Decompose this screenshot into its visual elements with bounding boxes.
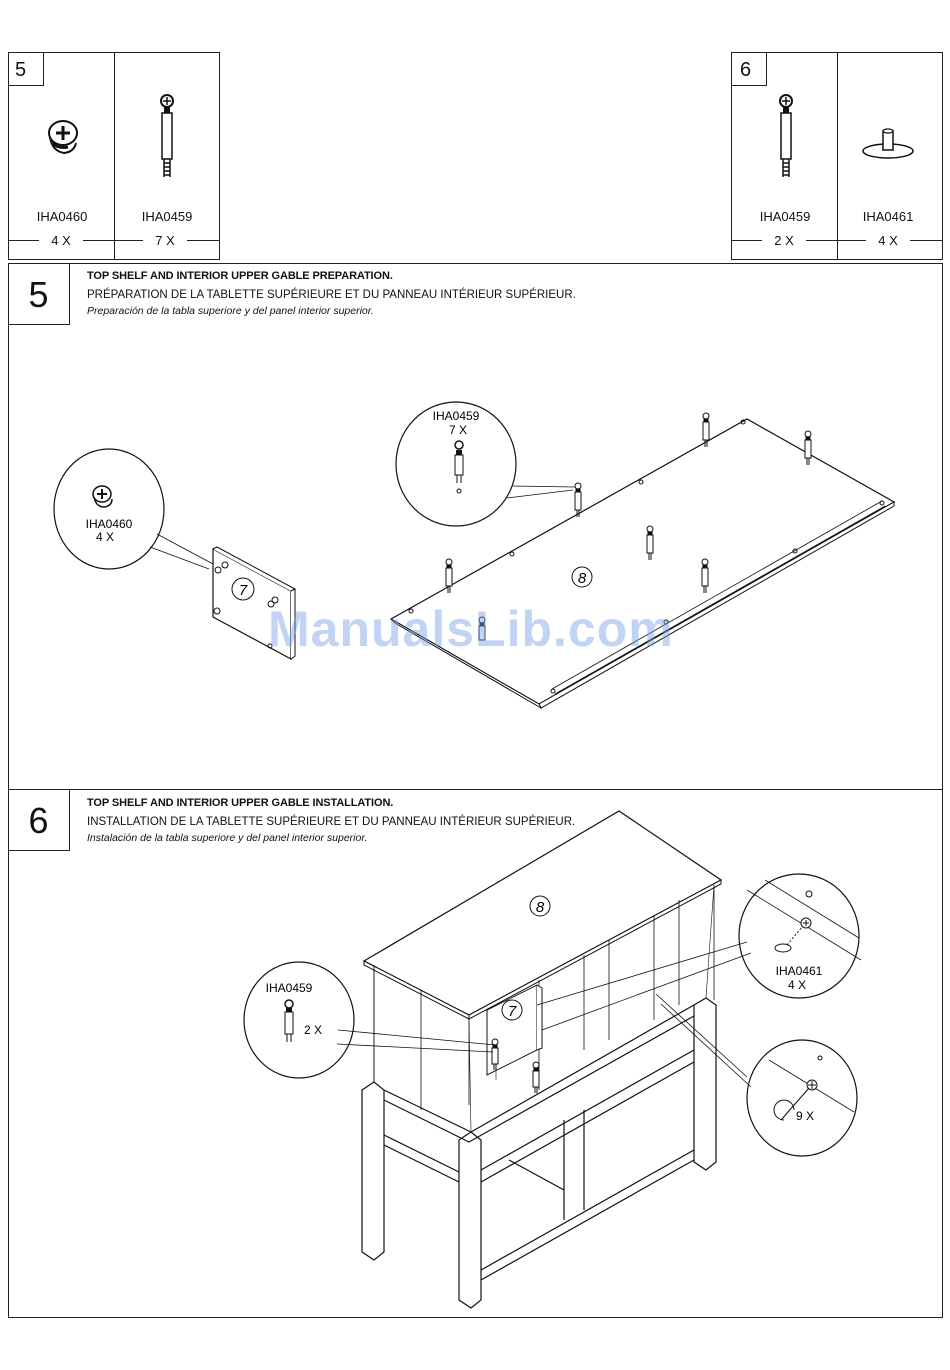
step6-panel bbox=[8, 789, 943, 1318]
cam-bolt-icon bbox=[155, 93, 179, 183]
parts-box-step5 bbox=[8, 52, 220, 260]
cam-lock-icon bbox=[43, 115, 83, 159]
bolt-callout-code: IHA0459 bbox=[432, 409, 480, 423]
watermark: ManualsLib.com bbox=[268, 601, 674, 657]
parts-step-number-box bbox=[9, 53, 44, 86]
step6-title-en: TOP SHELF AND INTERIOR UPPER GABLE INSTALLATION. bbox=[87, 797, 394, 809]
shelf-label: 8 bbox=[577, 570, 587, 587]
step5-illustration bbox=[9, 264, 944, 789]
part-qty-1: 4 X bbox=[39, 233, 83, 248]
pin-callout-code: IHA0461 bbox=[775, 964, 823, 978]
step6-title-fr: INSTALLATION DE LA TABLETTE SUPÉRIEURE ET DU PANNEAU INTÉRIEUR SUPÉRIEUR. bbox=[87, 816, 576, 828]
turn-callout-qty: 9 X bbox=[795, 1109, 815, 1123]
step5-panel bbox=[8, 263, 943, 790]
shelf-label: 8 bbox=[535, 899, 545, 916]
step6-number: 6 bbox=[8, 789, 70, 851]
bolt-callout-code: IHA0459 bbox=[265, 981, 313, 995]
step5-title-fr: PRÉPARATION DE LA TABLETTE SUPÉRIEURE ET DU PANNEAU INTÉRIEUR SUPÉRIEUR. bbox=[87, 289, 576, 301]
pin-callout-qty: 4 X bbox=[787, 978, 807, 992]
part-qty-2: 7 X bbox=[143, 233, 187, 248]
step6-illustration bbox=[9, 790, 944, 1317]
part-code-2: IHA0459 bbox=[141, 209, 193, 224]
step5-number: 5 bbox=[8, 263, 70, 325]
cam-turn-callout bbox=[656, 994, 857, 1156]
parts-step-number: 6 bbox=[740, 59, 752, 81]
part-qty-1: 2 X bbox=[762, 233, 806, 248]
step5-title-en: TOP SHELF AND INTERIOR UPPER GABLE PREPARATION. bbox=[87, 270, 393, 282]
bolt-callout-qty: 7 X bbox=[448, 423, 468, 437]
step5-title-es: Preparación de la tabla superiore y del panel interior superior. bbox=[87, 305, 374, 317]
parts-box-step6 bbox=[731, 52, 943, 260]
part-code-2: IHA0461 bbox=[862, 209, 914, 224]
gable-label: 7 bbox=[507, 1003, 517, 1020]
lock-callout-code: IHA0460 bbox=[85, 517, 133, 531]
part-qty-2: 4 X bbox=[866, 233, 910, 248]
cam-bolt-callout bbox=[396, 402, 575, 526]
parts-step-number: 5 bbox=[15, 59, 27, 81]
cam-lock-callout bbox=[54, 449, 213, 569]
part-code-1: IHA0459 bbox=[759, 209, 811, 224]
shelf-pin-icon bbox=[860, 125, 920, 165]
step6-title-es: Instalación de la tabla superiore y del panel interior superior. bbox=[87, 832, 368, 844]
cam-bolt-icon bbox=[774, 93, 798, 183]
parts-step-number-box bbox=[732, 53, 767, 86]
gable-label: 7 bbox=[238, 582, 248, 599]
bolt-callout-qty: 2 X bbox=[303, 1023, 323, 1037]
part-code-1: IHA0460 bbox=[36, 209, 88, 224]
lock-callout-qty: 4 X bbox=[95, 530, 115, 544]
